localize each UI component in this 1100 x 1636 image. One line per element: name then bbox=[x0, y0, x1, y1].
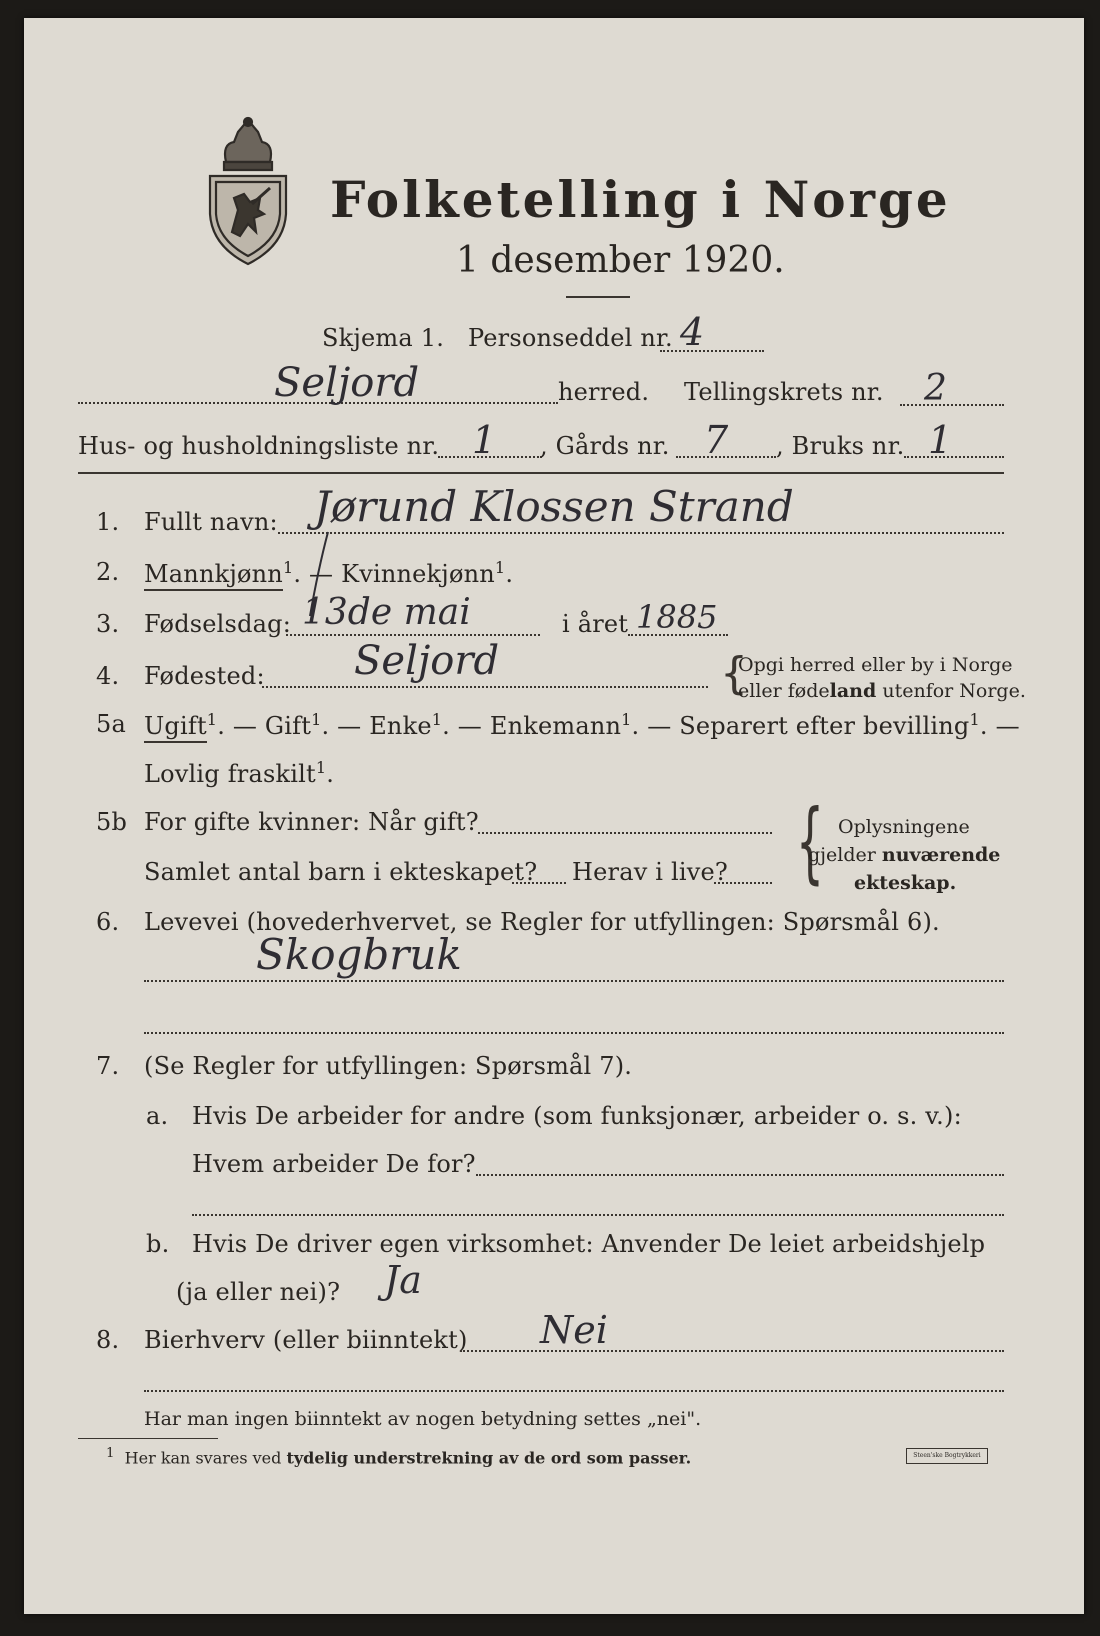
q7a-line1: Hvis De arbeider for andre (som funksjonær, arbeider o. s. v.): bbox=[192, 1102, 962, 1130]
header-separator bbox=[78, 472, 1004, 474]
q5b-note3: ekteskap. bbox=[854, 872, 957, 894]
q1-number: 1. bbox=[96, 508, 120, 536]
census-date: 1 desember 1920. bbox=[456, 240, 785, 281]
q4-line bbox=[262, 686, 708, 688]
tellingskrets-value: 2 bbox=[924, 368, 947, 409]
q7-label: (Se Regler for utfyllingen: Spørsmål 7). bbox=[144, 1052, 633, 1080]
q8-number: 8. bbox=[96, 1326, 120, 1354]
bruks-value: 1 bbox=[928, 418, 953, 462]
q5b-label1: For gifte kvinner: Når gift? bbox=[144, 808, 479, 836]
printer-stamp: Steen'ske Bogtrykkeri bbox=[906, 1448, 988, 1464]
gards-label: , Gårds nr. bbox=[540, 432, 670, 460]
q5b-brace: { bbox=[796, 790, 824, 893]
bruks-label: , Bruks nr. bbox=[776, 432, 905, 460]
form-title: Folketelling i Norge bbox=[330, 170, 951, 229]
q5b-label3: Herav i live? bbox=[572, 858, 728, 886]
q6-line1 bbox=[144, 980, 1004, 982]
q3-year-label: i året bbox=[562, 610, 629, 638]
q3-label: Fødselsdag: bbox=[144, 610, 291, 638]
herred-label: herred. bbox=[558, 378, 650, 406]
q5a-options: Ugift$^1$. — Gift$^1$. — Enke$^1$. — Enkemann$^1$. — Separert efter bevilling$^1$. — bbox=[144, 710, 1020, 740]
personseddel-line bbox=[660, 350, 764, 352]
q7-number: 7. bbox=[96, 1052, 120, 1080]
q1-full-name: Jørund Klossen Strand bbox=[314, 482, 794, 531]
q7b-line1: Hvis De driver egen virksomhet: Anvender De leiet arbeidshjelp bbox=[192, 1230, 986, 1258]
q6-label: Levevei (hovederhvervet, se Regler for utfyllingen: Spørsmål 6). bbox=[144, 908, 940, 936]
q5b-note2: gjelder nuværende bbox=[808, 844, 1001, 866]
footnote: $^1$ Her kan svares ved tydelig understrekning av de ord som passer. bbox=[106, 1446, 692, 1468]
q5b-number: 5b bbox=[96, 808, 128, 836]
q4-note-line2: eller fødeland utenfor Norge. bbox=[738, 680, 1026, 702]
q7b-answer: Ja bbox=[384, 1258, 422, 1302]
q5b-line3 bbox=[714, 882, 772, 884]
husliste-value: 1 bbox=[472, 418, 497, 462]
bruks-line bbox=[904, 456, 1004, 458]
q4-note-line1: Opgi herred eller by i Norge bbox=[738, 654, 1013, 676]
q2-male: Mannkjønn bbox=[144, 560, 283, 591]
q5a-line2: Lovlig fraskilt$^1$. bbox=[144, 758, 335, 788]
q7a-line2: Hvem arbeider De for? bbox=[192, 1150, 476, 1178]
q7b-line2: (ja eller nei)? bbox=[176, 1278, 341, 1306]
gards-value: 7 bbox=[704, 418, 729, 462]
coat-of-arms-icon bbox=[204, 114, 292, 266]
q1-line bbox=[278, 532, 1004, 534]
census-form-sheet bbox=[24, 18, 1084, 1614]
personseddel-label: Personseddel nr. bbox=[468, 324, 673, 352]
schema-label: Skjema 1. bbox=[322, 324, 445, 352]
q5b-line2 bbox=[512, 882, 566, 884]
tellingskrets-line bbox=[900, 404, 1004, 406]
q7a-answer-line bbox=[476, 1174, 1004, 1176]
q7a-letter: a. bbox=[146, 1102, 169, 1130]
title-divider bbox=[566, 296, 630, 298]
footer-note: Har man ingen biinntekt av nogen betydning settes „nei". bbox=[144, 1408, 702, 1430]
tellingskrets-label: Tellingskrets nr. bbox=[684, 378, 884, 406]
q4-brace: { bbox=[720, 648, 748, 699]
q7a-extra-line bbox=[192, 1214, 1004, 1216]
q2-number: 2. bbox=[96, 558, 120, 586]
q8-label: Bierhverv (eller biinntekt) bbox=[144, 1326, 468, 1354]
q3-birth-date: 13de mai bbox=[302, 592, 471, 633]
q8-extra-line bbox=[144, 1390, 1004, 1392]
q5b-note1: Oplysningene bbox=[838, 816, 970, 838]
q7b-letter: b. bbox=[146, 1230, 170, 1258]
q5a-ugift: Ugift bbox=[144, 712, 207, 743]
q5a-number: 5a bbox=[96, 710, 126, 738]
q8-answer: Nei bbox=[540, 1308, 608, 1352]
personseddel-value: 4 bbox=[680, 310, 705, 354]
q4-label: Fødested: bbox=[144, 662, 265, 690]
q6-number: 6. bbox=[96, 908, 120, 936]
footnote-rule bbox=[78, 1438, 218, 1439]
q3-number: 3. bbox=[96, 610, 120, 638]
q5b-label2: Samlet antal barn i ekteskapet? bbox=[144, 858, 538, 886]
husliste-label: Hus- og husholdningsliste nr. bbox=[78, 432, 440, 460]
q1-label: Fullt navn: bbox=[144, 508, 278, 536]
q3-birth-year: 1885 bbox=[636, 598, 718, 636]
q3-date-line bbox=[286, 634, 540, 636]
q4-number: 4. bbox=[96, 662, 120, 690]
q2-options: Mannkjønn$^1$. — Kvinnekjønn$^1$. bbox=[144, 558, 513, 588]
q5b-line1 bbox=[478, 832, 772, 834]
q2-female: Kvinnekjønn bbox=[341, 560, 495, 588]
q6-occupation: Skogbruk bbox=[256, 930, 462, 979]
q6-line2 bbox=[144, 1032, 1004, 1034]
herred-value: Seljord bbox=[274, 360, 420, 406]
q4-birthplace: Seljord bbox=[354, 638, 500, 684]
